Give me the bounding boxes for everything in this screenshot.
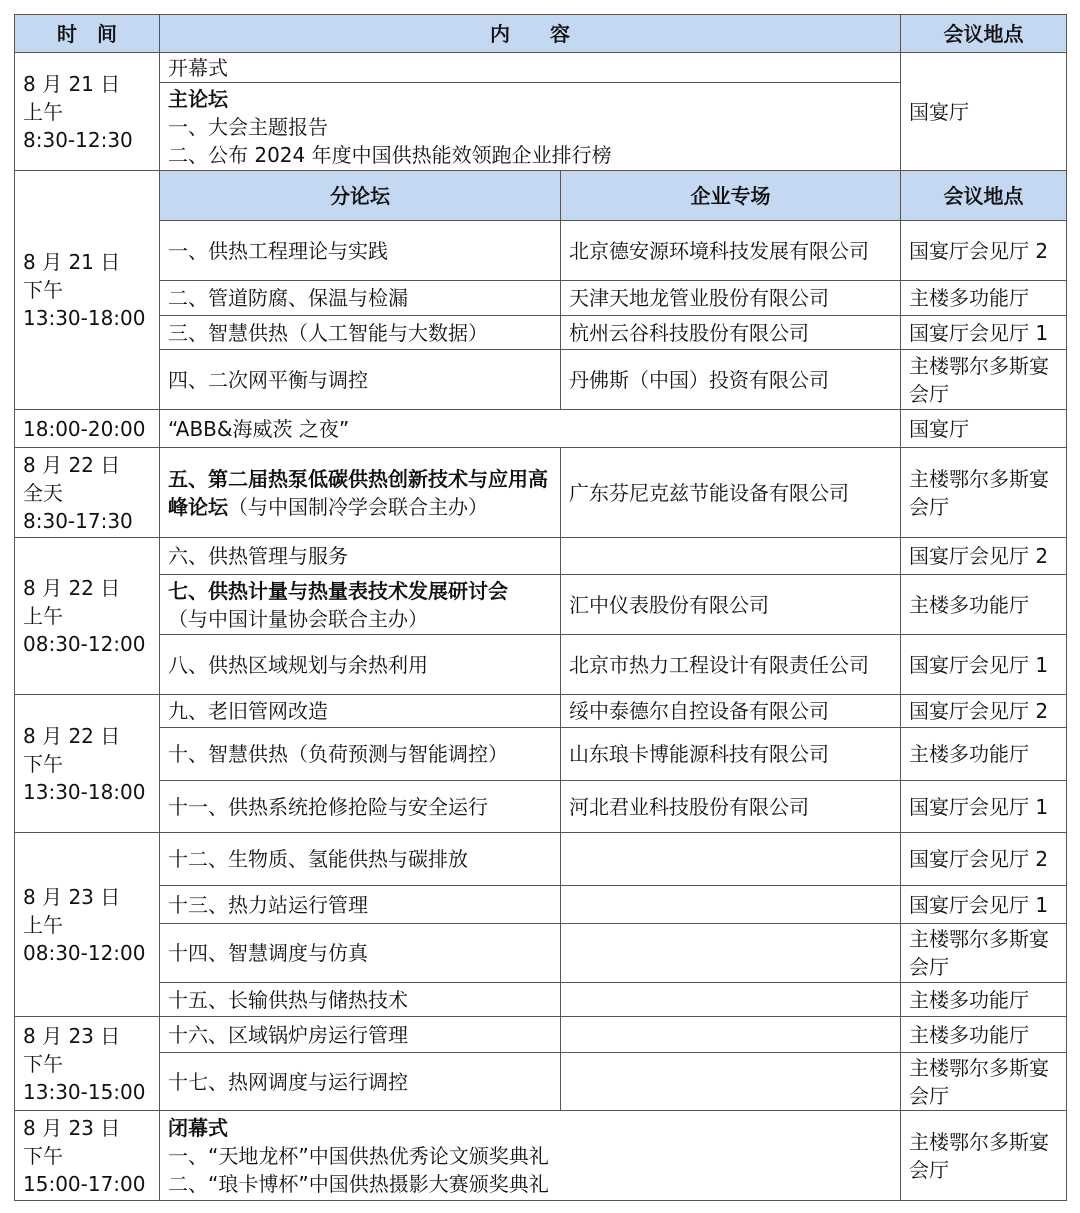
venue-cell: 国宴厅会见厅 1	[901, 635, 1067, 695]
time-date: 8 月 22 日	[23, 723, 121, 748]
forum-cell: 十、智慧供热（负荷预测与智能调控）	[160, 728, 561, 781]
forum-title: 七、供热计量与热量表技术发展研讨会	[168, 578, 508, 603]
time-cell	[15, 695, 160, 833]
time-cell: 18:00-20:00	[15, 410, 160, 448]
company-cell: 杭州云谷科技股份有限公司	[561, 316, 901, 350]
forum-cell: 四、二次网平衡与调控	[160, 350, 561, 410]
header-venue: 会议地点	[901, 15, 1067, 53]
time-date: 8 月 21 日	[23, 71, 121, 96]
time-period: 下午	[23, 751, 63, 776]
time-cell	[15, 448, 160, 538]
forum-cell: 十六、区域锅炉房运行管理	[160, 1017, 561, 1053]
time-period: 上午	[23, 912, 63, 937]
main-forum-cell	[160, 83, 901, 171]
venue-cell: 主楼多功能厅	[901, 983, 1067, 1017]
time-cell	[15, 171, 160, 410]
time-cell	[15, 833, 160, 1017]
time-date: 8 月 21 日	[23, 250, 121, 274]
closing-title: 闭幕式	[168, 1115, 228, 1140]
company-cell: 山东琅卡博能源科技有限公司	[561, 728, 901, 781]
table-row	[15, 221, 1067, 281]
time-date: 8 月 23 日	[23, 1023, 121, 1048]
forum-cell: 八、供热区域规划与余热利用	[160, 635, 561, 695]
time-period: 下午	[23, 278, 63, 302]
table-row	[15, 1017, 1067, 1053]
forum-cell: 十四、智慧调度与仿真	[160, 924, 561, 983]
table-header-row	[15, 15, 1067, 53]
venue-cell: 主楼多功能厅	[901, 575, 1067, 635]
time-cell	[15, 538, 160, 695]
forum-cell	[160, 575, 561, 635]
time-period: 上午	[23, 99, 63, 124]
company-cell	[561, 886, 901, 924]
time-range: 8:30-17:30	[23, 508, 133, 533]
venue-cell: 国宴厅会见厅 1	[901, 781, 1067, 833]
company-cell	[561, 1017, 901, 1053]
venue-cell: 国宴厅会见厅 2	[901, 695, 1067, 728]
company-cell	[561, 833, 901, 886]
table-row	[15, 350, 1067, 410]
list-item: 二、公布 2024 年度中国供热能效领跑企业排行榜	[168, 142, 612, 167]
company-cell: 北京德安源环境科技发展有限公司	[561, 221, 901, 281]
table-row	[15, 781, 1067, 833]
forum-cell: 十三、热力站运行管理	[160, 886, 561, 924]
company-cell	[561, 924, 901, 983]
table-row	[15, 1111, 1067, 1201]
venue-cell: 主楼鄂尔多斯宴会厅	[901, 1053, 1067, 1111]
forum-cell: 十七、热网调度与运行调控	[160, 1053, 561, 1111]
table-row	[15, 728, 1067, 781]
forum-cell: 十五、长输供热与储热技术	[160, 983, 561, 1017]
time-range: 13:30-15:00	[23, 1079, 146, 1104]
time-range: 13:30-18:00	[23, 306, 146, 330]
forum-cell: 一、供热工程理论与实践	[160, 221, 561, 281]
venue-cell: 国宴厅会见厅 2	[901, 538, 1067, 575]
venue-cell: 主楼鄂尔多斯宴会厅	[901, 1111, 1067, 1201]
forum-cell: 十二、生物质、氢能供热与碳排放	[160, 833, 561, 886]
forum-cell: 十一、供热系统抢修抢险与安全运行	[160, 781, 561, 833]
table-row	[15, 538, 1067, 575]
company-cell	[561, 983, 901, 1017]
sub-header-company: 企业专场	[561, 171, 901, 221]
time-period: 全天	[23, 480, 63, 505]
sub-header-row	[15, 171, 1067, 221]
table-row	[15, 575, 1067, 635]
time-date: 8 月 23 日	[23, 884, 121, 909]
venue-cell: 国宴厅会见厅 1	[901, 316, 1067, 350]
sub-header-forum: 分论坛	[160, 171, 561, 221]
main-forum-title: 主论坛	[168, 86, 228, 111]
table-row	[15, 924, 1067, 983]
table-row	[15, 983, 1067, 1017]
venue-cell: 主楼鄂尔多斯宴会厅	[901, 448, 1067, 538]
time-cell	[15, 1111, 160, 1201]
forum-cell	[160, 448, 561, 538]
time-date: 8 月 22 日	[23, 576, 121, 600]
time-range: 15:00-17:00	[23, 1171, 146, 1196]
evening-cell: “ABB&海威茨 之夜”	[160, 410, 901, 448]
company-cell	[561, 538, 901, 575]
time-date: 8 月 22 日	[23, 452, 121, 477]
table-row	[15, 448, 1067, 538]
table-row	[15, 410, 1067, 448]
company-cell: 广东芬尼克兹节能设备有限公司	[561, 448, 901, 538]
header-time: 时 间	[15, 15, 160, 53]
table-row	[15, 316, 1067, 350]
opening-title: 开幕式	[160, 53, 901, 83]
forum-cell: 二、管道防腐、保温与检漏	[160, 281, 561, 316]
venue-cell: 国宴厅	[901, 410, 1067, 448]
company-cell	[561, 1053, 901, 1111]
closing-cell	[160, 1111, 901, 1201]
table-row	[15, 635, 1067, 695]
venue-cell: 国宴厅会见厅 1	[901, 886, 1067, 924]
table-row	[15, 53, 1067, 83]
time-range: 08:30-12:00	[23, 940, 146, 965]
forum-title: 五、第二届热泵低碳供热创新技术与应用高峰论坛	[168, 466, 548, 519]
forum-cell: 三、智慧供热（人工智能与大数据）	[160, 316, 561, 350]
table-row	[15, 833, 1067, 886]
venue-cell: 主楼鄂尔多斯宴会厅	[901, 350, 1067, 410]
time-period: 上午	[23, 604, 63, 628]
forum-cell: 六、供热管理与服务	[160, 538, 561, 575]
company-cell: 河北君业科技股份有限公司	[561, 781, 901, 833]
time-date: 8 月 23 日	[23, 1115, 121, 1140]
list-item: 二、“琅卡博杯”中国供热摄影大赛颁奖典礼	[168, 1171, 549, 1196]
venue-cell: 主楼鄂尔多斯宴会厅	[901, 924, 1067, 983]
venue-cell: 国宴厅会见厅 2	[901, 221, 1067, 281]
time-range: 13:30-18:00	[23, 779, 146, 804]
time-period: 下午	[23, 1143, 63, 1168]
venue-cell: 主楼多功能厅	[901, 1017, 1067, 1053]
time-range: 8:30-12:30	[23, 127, 133, 152]
time-period: 下午	[23, 1051, 63, 1076]
table-row	[15, 281, 1067, 316]
venue-cell: 主楼多功能厅	[901, 281, 1067, 316]
venue-cell: 主楼多功能厅	[901, 728, 1067, 781]
venue-cell: 国宴厅	[901, 53, 1067, 171]
table-row	[15, 695, 1067, 728]
table-row	[15, 886, 1067, 924]
header-content: 内 容	[160, 15, 901, 53]
schedule-table	[14, 14, 1067, 1201]
company-cell: 丹佛斯（中国）投资有限公司	[561, 350, 901, 410]
company-cell: 天津天地龙管业股份有限公司	[561, 281, 901, 316]
time-range: 08:30-12:00	[23, 632, 146, 656]
venue-cell: 国宴厅会见厅 2	[901, 833, 1067, 886]
sub-header-venue: 会议地点	[901, 171, 1067, 221]
forum-note: （与中国计量协会联合主办）	[168, 606, 428, 631]
time-cell	[15, 1017, 160, 1111]
list-item: 一、“天地龙杯”中国供热优秀论文颁奖典礼	[168, 1143, 549, 1168]
company-cell: 绥中泰德尔自控设备有限公司	[561, 695, 901, 728]
table-row	[15, 1053, 1067, 1111]
company-cell: 北京市热力工程设计有限责任公司	[561, 635, 901, 695]
forum-cell: 九、老旧管网改造	[160, 695, 561, 728]
time-cell	[15, 53, 160, 171]
company-cell: 汇中仪表股份有限公司	[561, 575, 901, 635]
forum-note: （与中国制冷学会联合主办）	[228, 494, 488, 519]
list-item: 一、大会主题报告	[168, 114, 328, 139]
